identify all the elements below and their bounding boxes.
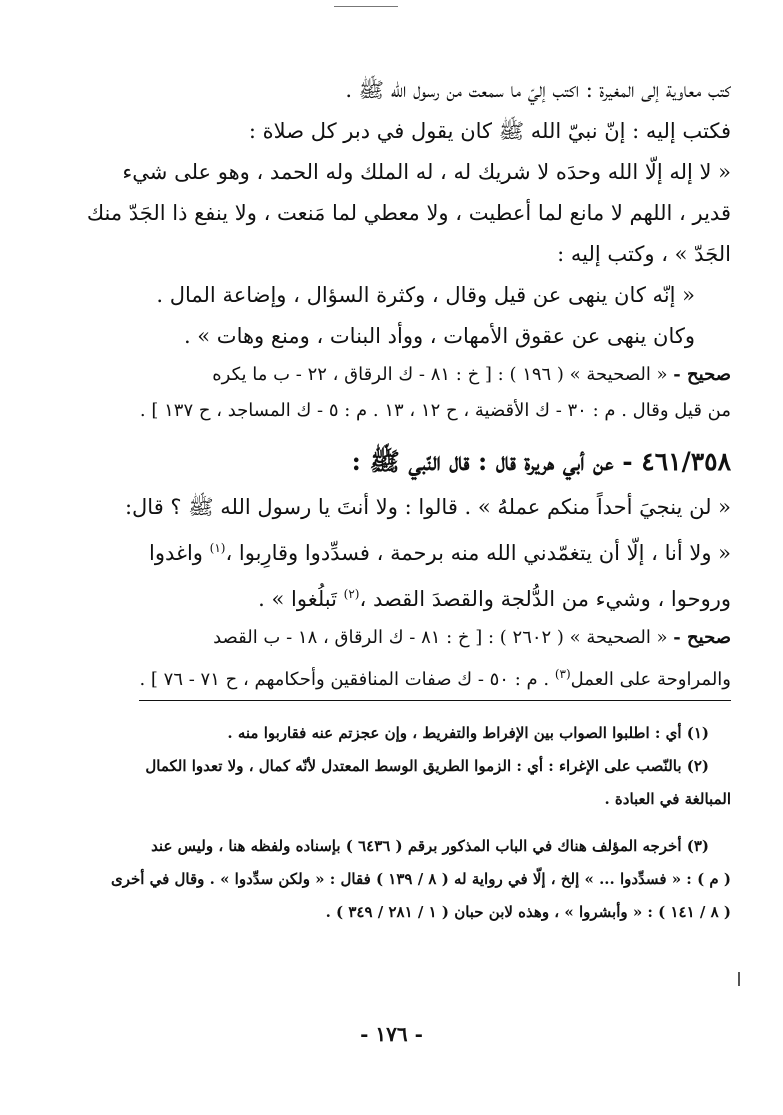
footnotes bbox=[53, 717, 731, 929]
hadith-number: ٤٦١/٣٥٨ bbox=[641, 447, 731, 476]
hadith-intro: - عن أبي هريرة قال : قال النّبي ﷺ : bbox=[351, 447, 633, 476]
text-line: الجَدّ » ، وكتب إليه : bbox=[557, 242, 731, 266]
text-line: « إنّه كان ينهى عن قيل وقال ، وكثرة السؤال ، وإضاعة المال . bbox=[156, 283, 695, 307]
footnote: (١) أي : اطلبوا الصواب بين الإفراط والتفريط ، وإن عجزتم عنه فقاربوا منه . bbox=[227, 724, 709, 742]
footnote-ref: (٣) bbox=[554, 667, 571, 681]
grade-label: صحيح - bbox=[673, 627, 731, 648]
text-segment: والمراوحة على العمل bbox=[570, 669, 731, 690]
text-segment: وروحوا ، وشيء من الدُّلجة والقصدَ القصد ، bbox=[359, 587, 731, 611]
text-line: كتب معاوية إلى المغيرة : اكتب إليّ ما سمعت من رسول الله ﷺ . bbox=[345, 78, 731, 102]
grading-line: من قيل وقال . م : ٣٠ - ك الأقضية ، ح ١٢ ، ١٣ . م : ٥ - ك المساجد ، ح ١٣٧ ] . bbox=[139, 400, 731, 421]
footnote-ref: (٢) bbox=[343, 587, 360, 601]
hadith-heading bbox=[53, 437, 731, 487]
grading-line bbox=[53, 656, 731, 701]
text-line: قدير ، اللهم لا مانع لما أعطيت ، ولا معطي لما مَنعت ، ولا ينفع ذا الجَدّ منك bbox=[86, 201, 731, 225]
text-line: « لا إله إلّا الله وحدَه لا شريك له ، له الملك وله الحمد ، وهو على شيء bbox=[122, 160, 731, 184]
grade-source: « الصحيحة » ( ١٩٦ ) : [ خ : ٨١ - ك الرقاق ، ٢٢ - ب ما يكره bbox=[212, 364, 668, 385]
footnote: ( م ) : « فسدِّدوا ... » إلخ ، إلّا في رواية له ( ٨ / ١٣٩ ) فقال : « ولكن سدِّدوا » . وقال في أخرى bbox=[110, 870, 731, 888]
text-line bbox=[53, 528, 731, 574]
top-rule bbox=[334, 6, 398, 7]
page-number: - ١٧٦ - bbox=[360, 1022, 423, 1046]
underlined-ref bbox=[139, 656, 731, 701]
text-line: فكتب إليه : إنّ نبيّ الله ﷺ كان يقول في دبر كل صلاة : bbox=[248, 119, 731, 143]
footnote: المبالغة في العبادة . bbox=[604, 790, 731, 808]
grading-line bbox=[53, 620, 731, 656]
grade-label: صحيح - bbox=[673, 364, 731, 385]
text-line: « لن ينجيَ أحداً منكم عملهُ » . قالوا : ولا أنتَ يا رسول الله ﷺ ؟ قال: bbox=[124, 495, 731, 519]
text-segment: واغدوا bbox=[148, 541, 203, 565]
page-body bbox=[53, 70, 731, 929]
footnote-gap bbox=[53, 816, 731, 830]
text-segment: . م : ٥٠ - ك صفات المنافقين وأحكامهم ، ح ٧١ - ٧٦ ] . bbox=[139, 669, 550, 690]
text-line bbox=[53, 574, 731, 620]
footnote: (٢) بالنّصب على الإغراء : أي : الزموا الطريق الوسط المعتدل لأنّه كمال ، ولا تعدوا الكمال bbox=[145, 757, 709, 775]
grading-line bbox=[53, 357, 731, 393]
footnote: (٣) أخرجه المؤلف هناك في الباب المذكور برقم ( ٦٤٣٦ ) بإسناده ولفظه هنا ، وليس عند bbox=[151, 837, 709, 855]
hadith-block-1 bbox=[53, 70, 731, 429]
footnote-ref: (١) bbox=[209, 541, 226, 555]
footnote: ( ٨ / ١٤١ ) : « وأبشروا » ، وهذه لابن حبان ( ١ / ٢٨١ / ٣٤٩ ) . bbox=[325, 903, 731, 921]
text-segment: تَبلُغوا » . bbox=[258, 587, 337, 611]
margin-mark bbox=[738, 972, 740, 986]
text-line: وكان ينهى عن عقوق الأمهات ، ووأد البنات ، ومنع وهات » . bbox=[183, 324, 695, 348]
grade-source: « الصحيحة » ( ٢٦٠٢ ) : [ خ : ٨١ - ك الرقاق ، ١٨ - ب القصد bbox=[213, 627, 668, 648]
text-segment: « ولا أنا ، إلّا أن يتغمّدني الله منه برحمة ، فسدِّدوا وقارِبوا ، bbox=[225, 541, 731, 565]
hadith-block-2 bbox=[53, 437, 731, 701]
